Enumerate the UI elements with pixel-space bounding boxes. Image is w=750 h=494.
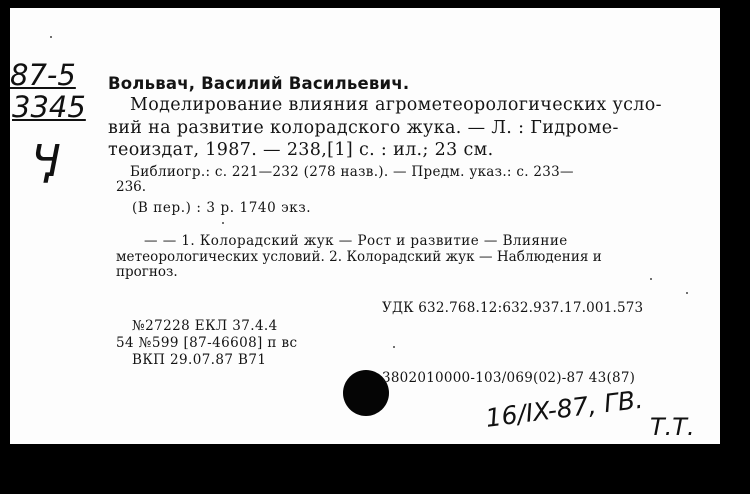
catalog-card bbox=[10, 8, 720, 444]
handwritten-symbol: Ӌ bbox=[30, 136, 61, 187]
udc-code: УДК 632.768.12:632.937.17.001.573 bbox=[382, 300, 644, 316]
paper-speck bbox=[393, 346, 395, 348]
title-line: вий на развитие колорадского жука. — Л. : Гидроме- bbox=[108, 118, 619, 138]
paper-speck bbox=[650, 278, 652, 280]
handwritten-date-note: 16/IX-87, ГВ. bbox=[484, 384, 645, 433]
subject-line: метеорологических условий. 2. Колорадский жук — Наблюдения и bbox=[116, 249, 602, 265]
author-heading: Вольвач, Василий Васильевич. bbox=[108, 74, 410, 93]
catalog-line: №27228 ЕКЛ 37.4.4 bbox=[132, 318, 278, 334]
catalog-line: ВКП 29.07.87 В71 bbox=[132, 352, 267, 368]
handwritten-number: 3345 bbox=[12, 90, 86, 124]
handwritten-initials: Т.Т. bbox=[650, 413, 695, 441]
paper-speck bbox=[222, 222, 224, 224]
paper-speck bbox=[50, 36, 52, 38]
handwritten-shelf-mark: 87-5 bbox=[10, 58, 76, 92]
catalog-line: 54 №599 [87-46608] п вс bbox=[116, 335, 298, 351]
bibliography-line: Библиогр.: с. 221—232 (278 назв.). — Предм. указ.: с. 233— bbox=[130, 164, 574, 180]
imprint-line: теоиздат, 1987. — 238,[1] с. : ил.; 23 см. bbox=[108, 140, 494, 160]
subject-line: — — 1. Колорадский жук — Рост и развитие — Влияние bbox=[144, 233, 568, 249]
bibliography-line: 236. bbox=[116, 179, 147, 195]
subject-line: прогноз. bbox=[116, 264, 178, 280]
price-line: (В пер.) : 3 р. 1740 экз. bbox=[132, 200, 312, 216]
paper-speck bbox=[686, 292, 688, 294]
isbn-code-line: 3802010000-103/069(02)-87 43(87) bbox=[382, 370, 636, 386]
title-line: Моделирование влияния агрометеорологических усло- bbox=[130, 95, 662, 115]
